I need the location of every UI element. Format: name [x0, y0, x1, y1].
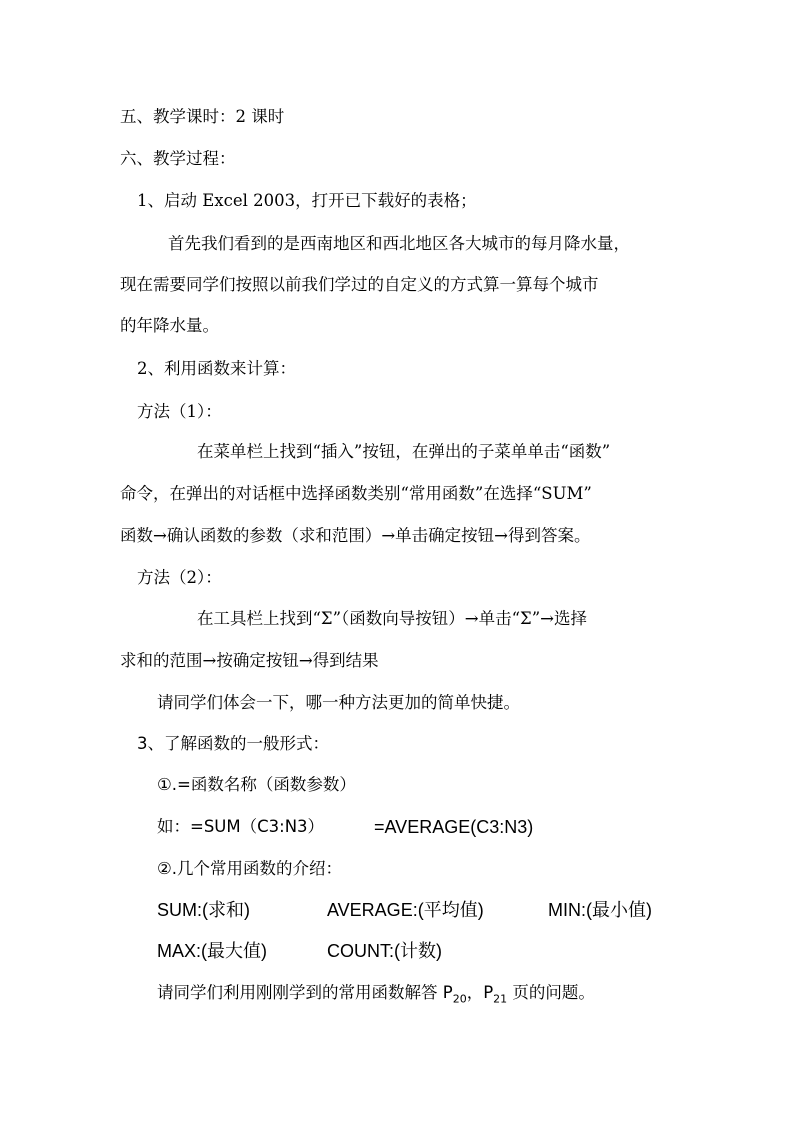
list-item: ②.几个常用函数的介绍： [157, 859, 343, 878]
closing-line [157, 982, 595, 1004]
closing-text: ，P [466, 983, 494, 1002]
paragraph-line: 请同学们体会一下，哪一种方法更加的简单快捷。 [157, 693, 520, 712]
closing-text: 请同学们利用刚刚学到的常用函数解答 P [157, 983, 453, 1002]
function-count: COUNT:(计数) [327, 941, 442, 961]
paragraph-line: 的年降水量。 [120, 316, 219, 335]
paragraph-line: 在工具栏上找到“Σ”（函数向导按钮）→单击“Σ”→选择 [197, 609, 587, 628]
page-number-sub: 21 [493, 992, 508, 1006]
paragraph-line: 首先我们看到的是西南地区和西北地区各大城市的每月降水量， [168, 234, 630, 253]
paragraph-line: 在菜单栏上找到“插入”按钮，在弹出的子菜单单击“函数” [197, 442, 611, 461]
section-six-heading: 六、教学过程： [120, 149, 236, 168]
function-average: AVERAGE:(平均值) [327, 900, 484, 920]
paragraph-line: 函数→确认函数的参数（求和范围）→单击确定按钮→得到答案。 [120, 526, 591, 545]
function-min: MIN:(最小值) [548, 900, 652, 920]
list-item: ①.=函数名称（函数参数） [157, 775, 356, 794]
paragraph-line: 现在需要同学们按照以前我们学过的自定义的方式算一算每个城市 [120, 275, 599, 294]
step-1-heading: 1、启动 Excel 2003，打开已下载好的表格； [137, 191, 477, 210]
paragraph-line: 命令，在弹出的对话框中选择函数类别“常用函数”在选择“SUM” [120, 484, 592, 503]
example-average: =AVERAGE(C3:N3) [374, 817, 534, 837]
function-sum: SUM:(求和) [157, 900, 250, 920]
closing-text: 页的问题。 [507, 983, 595, 1002]
example-sum: 如：=SUM（C3:N3） [157, 817, 325, 836]
step-2-heading: 2、利用函数来计算： [137, 359, 296, 378]
step-3-heading: 3、了解函数的一般形式： [137, 734, 329, 753]
section-five-heading: 五、教学课时：2 课时 [120, 107, 285, 126]
page-number-sub: 20 [452, 992, 467, 1006]
method-1-heading: 方法（1）： [137, 402, 222, 421]
paragraph-line: 求和的范围→按确定按钮→得到结果 [120, 651, 379, 670]
function-max: MAX:(最大值) [157, 941, 267, 961]
method-2-heading: 方法（2）： [137, 568, 222, 587]
